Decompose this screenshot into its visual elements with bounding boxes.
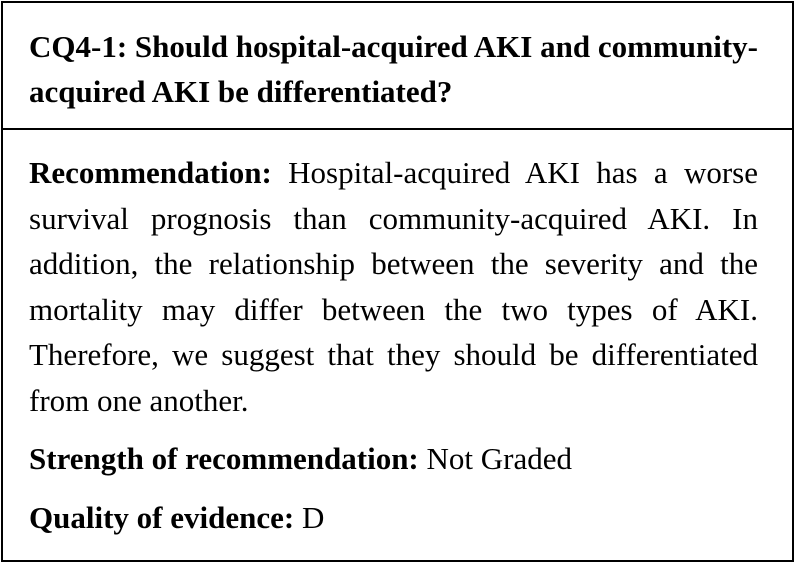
- quality-label: Quality of evidence:: [29, 499, 295, 535]
- strength-value: Not Graded: [426, 441, 572, 476]
- recommendation-text: Hospital-acquired AKI has a worse survival prognosis than community-acquired AKI. In addition, the relationship between the severity and the mortality may differ between the two types of AKI. Therefore, we suggest that they should be differentiated from one another.: [29, 155, 759, 418]
- clinical-question-box: [1, 1, 794, 562]
- question-header: [3, 3, 792, 130]
- recommendation-content: [3, 130, 792, 540]
- strength-paragraph: [29, 436, 758, 482]
- recommendation-label: Recommendation:: [29, 155, 272, 190]
- recommendation-paragraph: [29, 150, 758, 423]
- quality-paragraph: [29, 495, 758, 541]
- quality-value: D: [301, 499, 325, 535]
- question-title: CQ4-1: Should hospital-acquired AKI and community-acquired AKI be differentiated?: [29, 29, 758, 109]
- strength-label: Strength of recommendation:: [29, 441, 419, 476]
